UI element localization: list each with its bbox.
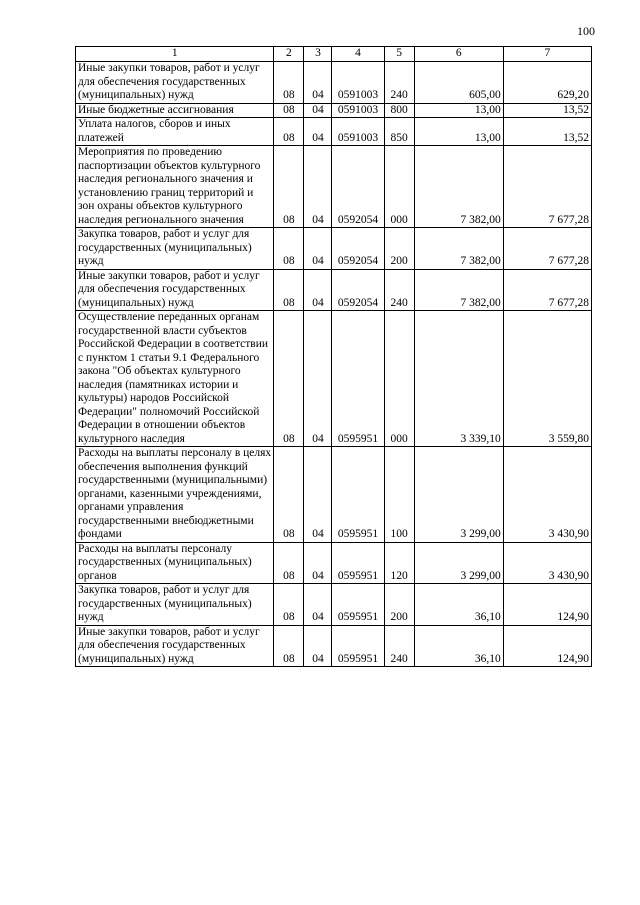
section-code-cell: 08 bbox=[274, 311, 304, 447]
table-row bbox=[76, 118, 592, 146]
subsection-code-cell: 04 bbox=[304, 625, 332, 667]
column-header: 4 bbox=[332, 47, 384, 62]
section-code-cell: 08 bbox=[274, 625, 304, 667]
subsection-code-cell: 04 bbox=[304, 584, 332, 626]
amount-col6-cell: 7 382,00 bbox=[414, 146, 503, 228]
expense-type-cell: 120 bbox=[384, 542, 414, 584]
amount-col6-cell: 13,00 bbox=[414, 118, 503, 146]
target-article-cell: 0592054 bbox=[332, 228, 384, 270]
target-article-cell: 0595951 bbox=[332, 542, 384, 584]
target-article-cell: 0592054 bbox=[332, 146, 384, 228]
row-name-cell: Уплата налогов, сборов и иных платежей bbox=[76, 118, 274, 146]
column-header: 2 bbox=[274, 47, 304, 62]
amount-col6-cell: 13,00 bbox=[414, 103, 503, 118]
expense-type-cell: 000 bbox=[384, 146, 414, 228]
amount-col6-cell: 3 299,00 bbox=[414, 447, 503, 543]
amount-col7-cell: 13,52 bbox=[503, 118, 591, 146]
expense-type-cell: 240 bbox=[384, 625, 414, 667]
target-article-cell: 0591003 bbox=[332, 118, 384, 146]
table-header-row bbox=[76, 47, 592, 62]
budget-table bbox=[75, 46, 592, 667]
target-article-cell: 0595951 bbox=[332, 584, 384, 626]
section-code-cell: 08 bbox=[274, 103, 304, 118]
section-code-cell: 08 bbox=[274, 118, 304, 146]
subsection-code-cell: 04 bbox=[304, 146, 332, 228]
column-header: 6 bbox=[414, 47, 503, 62]
subsection-code-cell: 04 bbox=[304, 447, 332, 543]
table-row bbox=[76, 625, 592, 667]
table-row bbox=[76, 311, 592, 447]
amount-col7-cell: 629,20 bbox=[503, 62, 591, 104]
target-article-cell: 0595951 bbox=[332, 311, 384, 447]
section-code-cell: 08 bbox=[274, 447, 304, 543]
amount-col6-cell: 3 299,00 bbox=[414, 542, 503, 584]
target-article-cell: 0592054 bbox=[332, 269, 384, 311]
amount-col6-cell: 7 382,00 bbox=[414, 269, 503, 311]
column-header: 1 bbox=[76, 47, 274, 62]
table-row bbox=[76, 447, 592, 543]
target-article-cell: 0591003 bbox=[332, 103, 384, 118]
table-row bbox=[76, 146, 592, 228]
amount-col6-cell: 7 382,00 bbox=[414, 228, 503, 270]
row-name-cell: Иные бюджетные ассигнования bbox=[76, 103, 274, 118]
column-header: 3 bbox=[304, 47, 332, 62]
amount-col7-cell: 13,52 bbox=[503, 103, 591, 118]
row-name-cell: Закупка товаров, работ и услуг для государственных (муниципальных) нужд bbox=[76, 228, 274, 270]
section-code-cell: 08 bbox=[274, 228, 304, 270]
amount-col7-cell: 3 559,80 bbox=[503, 311, 591, 447]
target-article-cell: 0591003 bbox=[332, 62, 384, 104]
section-code-cell: 08 bbox=[274, 269, 304, 311]
table-row bbox=[76, 228, 592, 270]
subsection-code-cell: 04 bbox=[304, 269, 332, 311]
section-code-cell: 08 bbox=[274, 542, 304, 584]
expense-type-cell: 200 bbox=[384, 228, 414, 270]
row-name-cell: Иные закупки товаров, работ и услуг для обеспечения государственных (муниципальных) нужд bbox=[76, 269, 274, 311]
target-article-cell: 0595951 bbox=[332, 447, 384, 543]
subsection-code-cell: 04 bbox=[304, 103, 332, 118]
page-number: 100 bbox=[577, 24, 595, 38]
amount-col7-cell: 124,90 bbox=[503, 584, 591, 626]
amount-col6-cell: 605,00 bbox=[414, 62, 503, 104]
expense-type-cell: 000 bbox=[384, 311, 414, 447]
row-name-cell: Иные закупки товаров, работ и услуг для обеспечения государственных (муниципальных) нужд bbox=[76, 625, 274, 667]
row-name-cell: Закупка товаров, работ и услуг для государственных (муниципальных) нужд bbox=[76, 584, 274, 626]
row-name-cell: Иные закупки товаров, работ и услуг для обеспечения государственных (муниципальных) нужд bbox=[76, 62, 274, 104]
amount-col6-cell: 36,10 bbox=[414, 584, 503, 626]
section-code-cell: 08 bbox=[274, 62, 304, 104]
expense-type-cell: 100 bbox=[384, 447, 414, 543]
section-code-cell: 08 bbox=[274, 146, 304, 228]
row-name-cell: Осуществление переданных органам государственной власти субъектов Российской Федерации в соответствии с пунктом 1 статьи 9.1 Федерального закона "Об объектах культурного наследия (памятниках истории и культуры) народов Российской Федерации" полномочий Российской Федерации в отношении объектов культурного наследия bbox=[76, 311, 274, 447]
amount-col7-cell: 7 677,28 bbox=[503, 269, 591, 311]
amount-col7-cell: 3 430,90 bbox=[503, 542, 591, 584]
table-row bbox=[76, 542, 592, 584]
column-header: 7 bbox=[503, 47, 591, 62]
table-row bbox=[76, 269, 592, 311]
section-code-cell: 08 bbox=[274, 584, 304, 626]
amount-col7-cell: 3 430,90 bbox=[503, 447, 591, 543]
target-article-cell: 0595951 bbox=[332, 625, 384, 667]
amount-col6-cell: 36,10 bbox=[414, 625, 503, 667]
row-name-cell: Расходы на выплаты персоналу государственных (муниципальных) органов bbox=[76, 542, 274, 584]
table-row bbox=[76, 62, 592, 104]
amount-col7-cell: 7 677,28 bbox=[503, 228, 591, 270]
row-name-cell: Расходы на выплаты персоналу в целях обеспечения выполнения функций государственными (муниципальными) органами, казенными учреждениями, органами управления государственными внебюджетными фондами bbox=[76, 447, 274, 543]
expense-type-cell: 800 bbox=[384, 103, 414, 118]
expense-type-cell: 240 bbox=[384, 269, 414, 311]
row-name-cell: Мероприятия по проведению паспортизации объектов культурного наследия регионального значения и установлению границ территорий и зон охраны объектов культурного наследия регионального значения bbox=[76, 146, 274, 228]
subsection-code-cell: 04 bbox=[304, 118, 332, 146]
amount-col7-cell: 7 677,28 bbox=[503, 146, 591, 228]
subsection-code-cell: 04 bbox=[304, 62, 332, 104]
subsection-code-cell: 04 bbox=[304, 311, 332, 447]
table-row bbox=[76, 103, 592, 118]
expense-type-cell: 240 bbox=[384, 62, 414, 104]
expense-type-cell: 200 bbox=[384, 584, 414, 626]
table-row bbox=[76, 584, 592, 626]
subsection-code-cell: 04 bbox=[304, 542, 332, 584]
subsection-code-cell: 04 bbox=[304, 228, 332, 270]
expense-type-cell: 850 bbox=[384, 118, 414, 146]
amount-col7-cell: 124,90 bbox=[503, 625, 591, 667]
column-header: 5 bbox=[384, 47, 414, 62]
amount-col6-cell: 3 339,10 bbox=[414, 311, 503, 447]
